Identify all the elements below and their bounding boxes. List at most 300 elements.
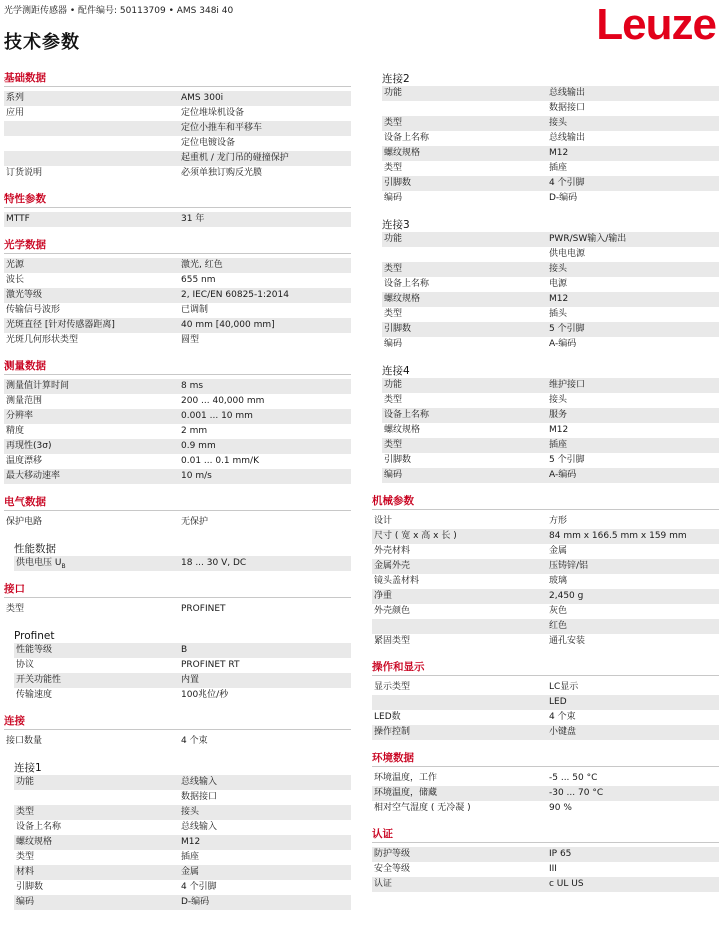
spec-row: [4, 91, 351, 106]
spec-value: 压铸锌/铝: [549, 561, 589, 571]
spec-value: 4 个引脚: [549, 178, 585, 188]
spec-row: [4, 602, 351, 617]
spec-label: [4, 379, 181, 394]
subsection-block: [382, 232, 719, 352]
spec-label: [382, 292, 549, 307]
spec-row: [382, 101, 719, 116]
spec-value: 655 nm: [181, 275, 216, 285]
spec-label-text: 相对空气湿度 ( 无冷凝 ): [374, 803, 471, 813]
spec-value: 已调制: [181, 305, 209, 315]
spec-value: 18 ... 30 V, DC: [181, 558, 247, 568]
spec-label-text: 引脚数: [16, 882, 44, 892]
spec-label: [14, 673, 181, 688]
spec-label-text: 金属外壳: [374, 561, 411, 571]
spec-label: [4, 303, 181, 318]
spec-value: 通孔安装: [549, 636, 586, 646]
spec-label-text: 类型: [384, 309, 403, 319]
section-title: 电气数据: [4, 496, 46, 508]
section-divider: [4, 253, 351, 254]
spacer: [372, 816, 719, 826]
spec-row: [372, 847, 719, 862]
spec-label-text: 激光等级: [6, 290, 43, 300]
spec-value: 接头: [549, 395, 568, 405]
spec-label-text: 认证: [374, 879, 393, 889]
spec-label-text: 螺纹规格: [384, 294, 421, 304]
spec-value: 40 mm [40,000 mm]: [181, 320, 275, 330]
spec-row: [382, 408, 719, 423]
spec-row: [4, 151, 351, 166]
spec-label-text: 光斑直径 [针对传感器距离]: [6, 320, 115, 330]
spec-label-text: 设计: [374, 516, 393, 526]
spec-label: [382, 423, 549, 438]
spec-value: -5 ... 50 °C: [549, 773, 598, 783]
spec-row: [372, 695, 719, 710]
spec-label-text: 编码: [384, 470, 403, 480]
spec-value: 插座: [549, 440, 568, 450]
spec-row: [382, 307, 719, 322]
spec-label: [4, 439, 181, 454]
spec-label: [4, 454, 181, 469]
spec-row: [382, 277, 719, 292]
breadcrumb: 光学测距传感器 • 配件编号: 50113709 • AMS 348i 40: [4, 6, 234, 16]
spec-label: [14, 658, 181, 673]
subsection-block: [14, 643, 351, 703]
spacer: [4, 181, 351, 191]
spec-label-text: 类型: [384, 395, 403, 405]
spec-row: [372, 771, 719, 786]
spec-value: 必须单独订购反光膜: [181, 168, 263, 178]
spec-value: PROFINET: [181, 604, 226, 614]
spec-label-text: 类型: [384, 440, 403, 450]
spec-row: [4, 288, 351, 303]
spec-value: 0.01 ... 0.1 mm/K: [181, 456, 259, 466]
spec-row: [372, 619, 719, 634]
spec-row: [382, 337, 719, 352]
spec-row: [14, 820, 351, 835]
section-title: 测量数据: [4, 360, 46, 372]
spec-row: [14, 880, 351, 895]
spec-row: [382, 247, 719, 262]
subsection-title: 连接4: [382, 365, 410, 377]
spec-value: 31 年: [181, 214, 205, 224]
spec-row: [372, 604, 719, 619]
spec-row: [372, 589, 719, 604]
spec-row: [372, 862, 719, 877]
spec-label-text: 精度: [6, 426, 25, 436]
spacer: [372, 352, 719, 362]
spec-label: [4, 212, 181, 227]
spec-row: [382, 378, 719, 393]
spec-row: [382, 116, 719, 131]
spec-value: 维护接口: [549, 380, 586, 390]
spec-label-text: 类型: [16, 852, 35, 862]
subsection-block: [382, 86, 719, 206]
spec-row: [382, 146, 719, 161]
spec-label: [4, 333, 181, 348]
spacer: [4, 617, 351, 627]
spec-value: 5 个引脚: [549, 324, 585, 334]
spec-row: [14, 775, 351, 790]
spec-label-text: 编码: [384, 339, 403, 349]
spec-label: [14, 895, 181, 910]
spec-row: [14, 688, 351, 703]
spec-label-text: 光斑几何形状类型: [6, 335, 79, 345]
section-title: 连接: [4, 715, 25, 727]
spec-row: [14, 805, 351, 820]
spec-label-text: 引脚数: [384, 178, 412, 188]
spec-label-text: 接口数量: [6, 736, 43, 746]
subsection-block: [14, 775, 351, 910]
spec-label: [382, 307, 549, 322]
spec-label: [372, 634, 549, 649]
spec-label: [372, 771, 549, 786]
spec-value: 4 个束: [549, 712, 576, 722]
spec-row: [4, 454, 351, 469]
spec-row: [14, 865, 351, 880]
spec-value: -30 ... 70 °C: [549, 788, 604, 798]
spec-row: [14, 643, 351, 658]
spec-label-text: 环境温度，储藏: [374, 788, 438, 798]
spec-row: [4, 106, 351, 121]
spec-row: [382, 393, 719, 408]
spec-label: [382, 101, 549, 116]
spec-label: [372, 695, 549, 710]
spec-label-text: 类型: [16, 807, 35, 817]
spec-label: [382, 86, 549, 101]
spec-label: [382, 277, 549, 292]
spec-label: [14, 643, 181, 658]
spec-row: [372, 786, 719, 801]
spec-label-text: 功能: [384, 234, 403, 244]
page-title: 技术参数: [4, 32, 80, 53]
spec-label-text: 测量范围: [6, 396, 43, 406]
spec-row: [372, 544, 719, 559]
spec-label: [372, 589, 549, 604]
spec-label-text: 系列: [6, 93, 25, 103]
spec-label-text: 供电电压 U: [16, 558, 62, 568]
spec-value: 数据接口: [549, 103, 586, 113]
spec-row: [382, 322, 719, 337]
spec-row: [4, 515, 351, 530]
spec-label: [4, 288, 181, 303]
spec-label: [372, 801, 549, 816]
spec-value: A-编码: [549, 470, 577, 480]
spec-label: [372, 862, 549, 877]
spec-value: III: [549, 864, 557, 874]
spec-label-text: 功能: [16, 777, 35, 787]
spec-value: 接头: [181, 807, 200, 817]
spec-value: 接头: [549, 118, 568, 128]
spec-row: [4, 121, 351, 136]
spec-label-text: 设备上名称: [384, 133, 430, 143]
spec-row: [382, 438, 719, 453]
spec-label: [4, 394, 181, 409]
spec-row: [4, 409, 351, 424]
spec-label-text: 类型: [384, 264, 403, 274]
spec-label: [14, 865, 181, 880]
spec-value: 4 个束: [181, 736, 208, 746]
spec-row: [372, 559, 719, 574]
spec-value: 玻璃: [549, 576, 568, 586]
spec-label: [382, 262, 549, 277]
spec-value: 接头: [549, 264, 568, 274]
spec-label-text: 功能: [384, 88, 403, 98]
spec-label-text: 净重: [374, 591, 393, 601]
spec-row: [382, 86, 719, 101]
spec-value: 金属: [549, 546, 568, 556]
spec-row: [4, 424, 351, 439]
spec-value: 2,450 g: [549, 591, 584, 601]
spec-label-text: 镜头盖材料: [374, 576, 420, 586]
spec-label-text: 显示类型: [374, 682, 411, 692]
spec-row: [382, 262, 719, 277]
spec-row: [4, 734, 351, 749]
spec-row: [382, 191, 719, 206]
spec-value: 起重机 / 龙门吊的碰撞保护: [181, 153, 289, 163]
spec-label: [372, 544, 549, 559]
spec-label-text: 螺纹规格: [384, 425, 421, 435]
spec-row: [4, 166, 351, 181]
spec-row: [372, 725, 719, 740]
section-title: 特性参数: [4, 193, 46, 205]
spec-label: [4, 151, 181, 166]
spec-value: 定位堆垛机设备: [181, 108, 245, 118]
spec-label-text: 螺纹规格: [384, 148, 421, 158]
spec-value: 方形: [549, 516, 568, 526]
spec-label: [382, 131, 549, 146]
spec-value: 0.001 ... 10 mm: [181, 411, 253, 421]
spec-label-text: 引脚数: [384, 324, 412, 334]
spec-label: [4, 469, 181, 484]
spec-value: 电源: [549, 279, 568, 289]
spec-label: [14, 556, 181, 571]
spec-label-text: 最大移动速率: [6, 471, 61, 481]
spec-value: 总线输出: [549, 88, 586, 98]
spec-label-text: 传输速度: [16, 690, 53, 700]
spec-value: 90 %: [549, 803, 572, 813]
spec-value: 无保护: [181, 517, 209, 527]
left-column: [4, 70, 351, 910]
section-divider: [4, 207, 351, 208]
spec-row: [4, 318, 351, 333]
spacer: [4, 703, 351, 713]
spec-label: [372, 514, 549, 529]
spec-value: 供电电源: [549, 249, 586, 259]
spacer: [4, 484, 351, 494]
spec-value: 定位小推车和平移车: [181, 123, 263, 133]
spec-row: [14, 895, 351, 910]
spacer: [372, 740, 719, 750]
spec-value: 插座: [181, 852, 200, 862]
spec-label-text: 设备上名称: [16, 822, 62, 832]
spec-label: [372, 725, 549, 740]
spec-row: [4, 258, 351, 273]
spec-label: [372, 559, 549, 574]
spec-label: [382, 322, 549, 337]
section-title: 接口: [4, 583, 25, 595]
spec-value: 10 m/s: [181, 471, 212, 481]
spec-label: [382, 191, 549, 206]
spec-label-text: 材料: [16, 867, 35, 877]
spec-row: [382, 468, 719, 483]
section-divider: [372, 766, 719, 767]
spec-row: [4, 136, 351, 151]
spec-value: IP 65: [549, 849, 572, 859]
spec-label-text: 编码: [384, 193, 403, 203]
spacer: [4, 571, 351, 581]
spec-label-text: 设备上名称: [384, 410, 430, 420]
spec-value: A-编码: [549, 339, 577, 349]
subsection-title: Profinet: [14, 630, 55, 642]
subsection-title: 连接1: [14, 762, 42, 774]
spec-label: [4, 258, 181, 273]
spec-label-text: 协议: [16, 660, 35, 670]
spec-label: [4, 409, 181, 424]
section-title: 光学数据: [4, 239, 46, 251]
spec-row: [382, 131, 719, 146]
spec-row: [372, 574, 719, 589]
subsection-block: [382, 378, 719, 483]
spec-value: 红色: [549, 621, 568, 631]
spec-label-text: 再现性(3σ): [6, 441, 52, 451]
spec-label: [382, 247, 549, 262]
spec-label: [372, 574, 549, 589]
spec-value: 4 个引脚: [181, 882, 217, 892]
spec-label: [4, 166, 181, 181]
section-divider: [4, 86, 351, 87]
spec-label-text: 传输信号波形: [6, 305, 61, 315]
spec-label-text: 环境温度，工作: [374, 773, 438, 783]
spec-label: [382, 146, 549, 161]
spec-label: [14, 850, 181, 865]
subsection-block: [14, 556, 351, 571]
spec-value: LC显示: [549, 682, 579, 692]
spec-label-text: 波长: [6, 275, 25, 285]
spec-label-text: 分辨率: [6, 411, 34, 421]
spec-label: [14, 835, 181, 850]
subsection-title: 连接2: [382, 73, 410, 85]
spec-row: [382, 161, 719, 176]
spec-value: 数据接口: [181, 792, 218, 802]
section-divider: [372, 842, 719, 843]
spec-value: 总线输入: [181, 822, 218, 832]
spec-label-text: 类型: [384, 118, 403, 128]
spec-row: [14, 658, 351, 673]
spec-label-text: MTTF: [6, 214, 30, 224]
spec-row: [4, 333, 351, 348]
section-divider: [4, 729, 351, 730]
spec-value: M12: [549, 148, 569, 158]
spec-row: [372, 877, 719, 892]
spec-label: [372, 710, 549, 725]
spec-label-text: 外壳材料: [374, 546, 411, 556]
section-title: 基础数据: [4, 72, 46, 84]
spec-label-text: 外壳颜色: [374, 606, 411, 616]
spec-label-text: 安全等级: [374, 864, 411, 874]
spec-row: [372, 710, 719, 725]
spec-row: [14, 835, 351, 850]
spec-value: 8 ms: [181, 381, 204, 391]
spec-label: [382, 176, 549, 191]
leuze-logo: Leuze: [596, 0, 716, 49]
spec-row: [372, 529, 719, 544]
spec-label: [382, 232, 549, 247]
spacer: [4, 749, 351, 759]
spec-label: [372, 847, 549, 862]
subsection-title: 连接3: [382, 219, 410, 231]
spec-label: [14, 805, 181, 820]
subsection-title: 性能数据: [14, 543, 56, 555]
right-column: [372, 70, 719, 892]
spec-label: [4, 424, 181, 439]
spec-row: [372, 634, 719, 649]
spec-label: [382, 438, 549, 453]
spec-label-text: 防护等级: [374, 849, 411, 859]
spec-value: 插座: [549, 163, 568, 173]
spec-label: [382, 468, 549, 483]
spec-value: AMS 300i: [181, 93, 224, 103]
spec-value: LED: [549, 697, 567, 707]
spec-row: [372, 680, 719, 695]
spec-label: [372, 877, 549, 892]
spec-label: [4, 106, 181, 121]
spec-value: 100兆位/秒: [181, 690, 229, 700]
spec-value: 2 mm: [181, 426, 208, 436]
spec-label: [382, 337, 549, 352]
spec-row: [382, 453, 719, 468]
spec-value: 圆型: [181, 335, 200, 345]
spec-row: [14, 850, 351, 865]
spacer: [372, 206, 719, 216]
spec-value: PROFINET RT: [181, 660, 240, 670]
spec-row: [382, 423, 719, 438]
spec-value: 小键盘: [549, 727, 577, 737]
section-divider: [4, 510, 351, 511]
spec-label-text: 开关功能性: [16, 675, 62, 685]
section-title: 操作和显示: [372, 661, 425, 673]
spec-value: PWR/SW输入/输出: [549, 234, 627, 244]
spec-value: M12: [549, 294, 569, 304]
spec-value: M12: [549, 425, 569, 435]
spec-label: [4, 318, 181, 333]
spec-row: [4, 394, 351, 409]
spec-value: c UL US: [549, 879, 584, 889]
spec-label-text: 尺寸 ( 宽 x 高 x 长 ): [374, 531, 457, 541]
spec-row: [4, 379, 351, 394]
spec-label-text: 光源: [6, 260, 25, 270]
spec-label: [382, 378, 549, 393]
spec-label: [4, 91, 181, 106]
spec-label-text: 编码: [16, 897, 35, 907]
spec-label: [4, 136, 181, 151]
spec-label: [372, 604, 549, 619]
section-divider: [4, 597, 351, 598]
spec-value: 84 mm x 166.5 mm x 159 mm: [549, 531, 687, 541]
spec-row: [14, 790, 351, 805]
spec-label-text: 订货说明: [6, 168, 43, 178]
spacer: [372, 483, 719, 493]
spec-label: [14, 775, 181, 790]
spec-value: D-编码: [181, 897, 210, 907]
spec-label-text: 性能等级: [16, 645, 53, 655]
spec-row: [4, 212, 351, 227]
spec-label-text: 类型: [6, 604, 25, 614]
spacer: [4, 348, 351, 358]
spec-label-text: 测量值计算时间: [6, 381, 70, 391]
spec-row: [372, 801, 719, 816]
spec-label: [382, 408, 549, 423]
spec-label: [4, 515, 181, 530]
